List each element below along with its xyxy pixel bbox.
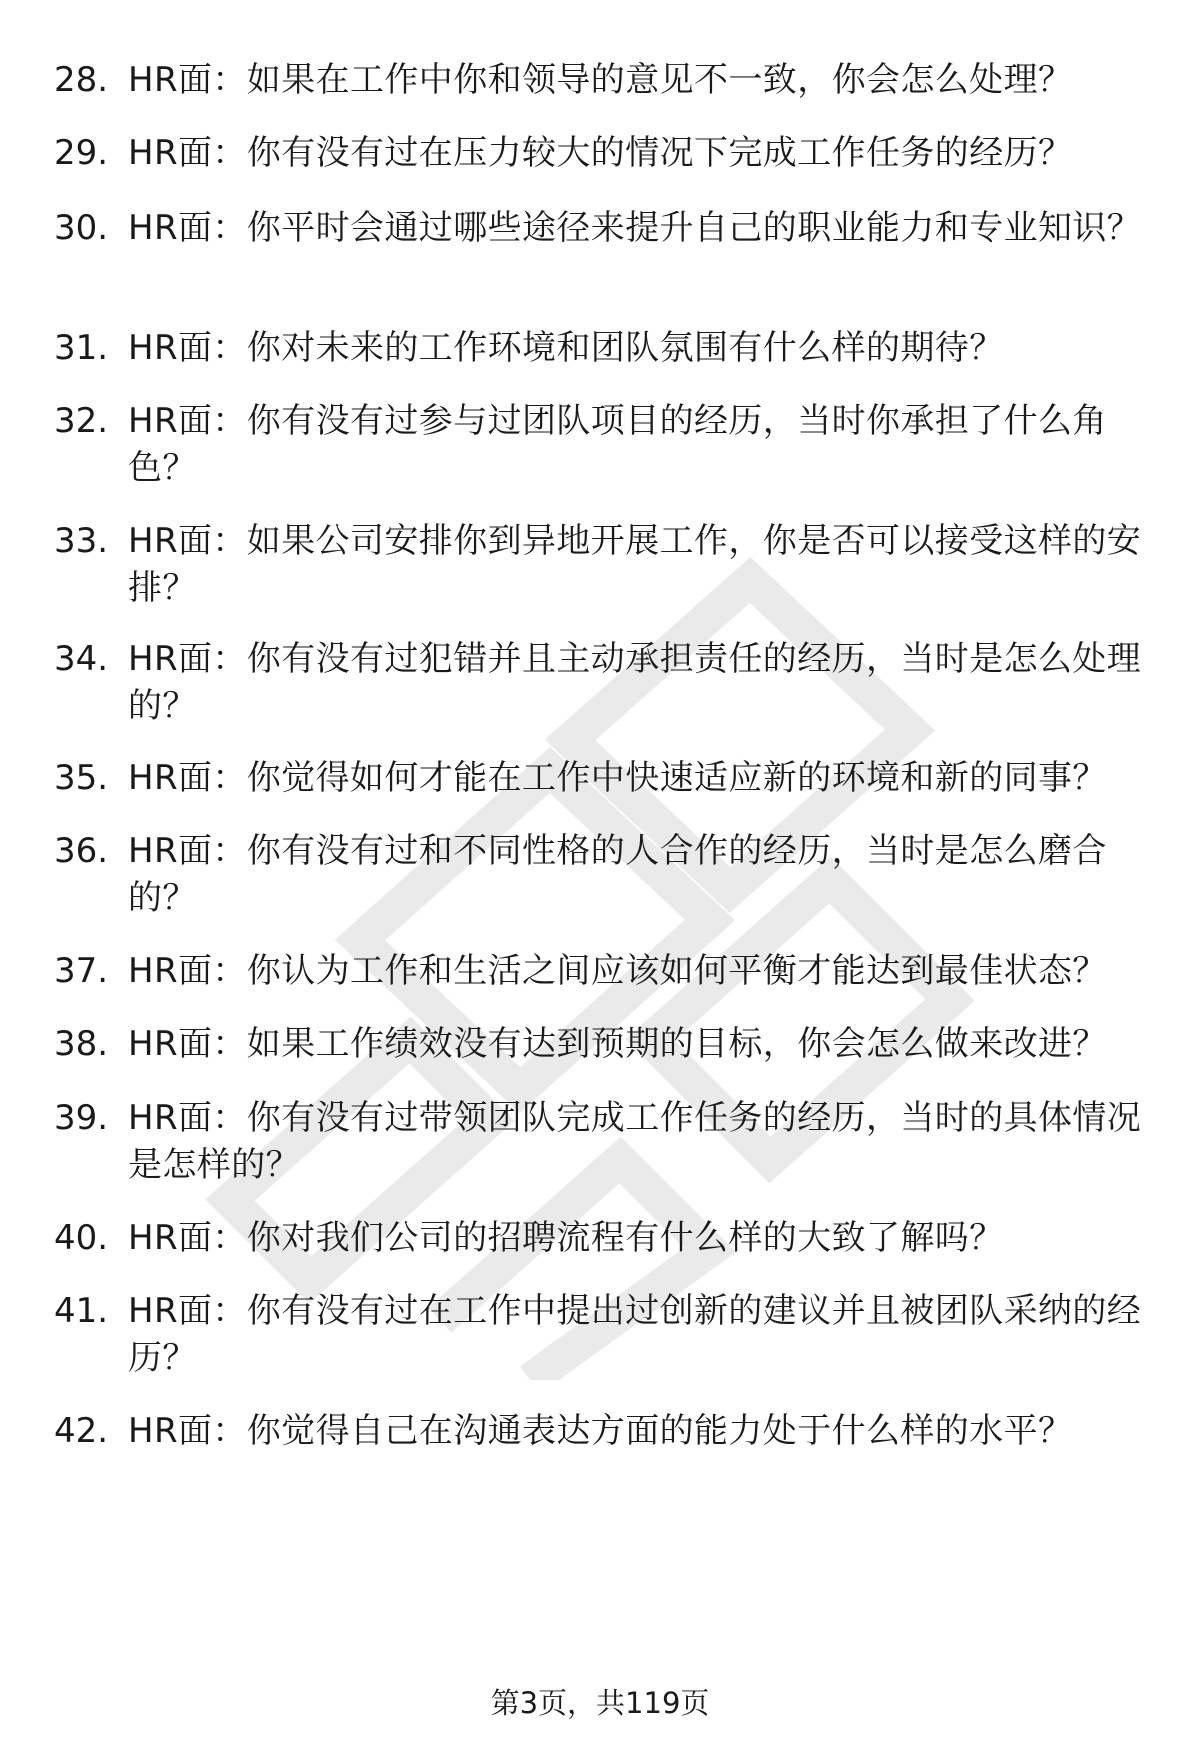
question-text: HR面：你对未来的工作环境和团队氛围有什么样的期待？ — [128, 328, 1004, 368]
question-text: HR面：你有没有过在压力较大的情况下完成工作任务的经历？ — [128, 133, 1073, 173]
question-number: 36. — [54, 831, 109, 871]
question-text: HR面：你认为工作和生活之间应该如何平衡才能达到最佳状态？ — [128, 951, 1107, 991]
question-number: 39. — [54, 1098, 109, 1138]
question-text: HR面：你平时会通过哪些途径来提升自己的职业能力和专业知识？ — [128, 208, 1142, 248]
question-text: HR面：你有没有过带领团队完成工作任务的经历，当时的具体情况是怎样的？ — [128, 1098, 1142, 1185]
question-number: 30. — [54, 208, 109, 248]
question-text: HR面：你觉得如何才能在工作中快速适应新的环境和新的同事？ — [128, 758, 1107, 798]
page-footer: 第3页，共119页 — [490, 1686, 710, 1720]
question-number: 33. — [54, 521, 109, 561]
question-number: 40. — [54, 1218, 109, 1258]
question-number: 35. — [54, 758, 109, 798]
question-text: HR面：你觉得自己在沟通表达方面的能力处于什么样的水平？ — [128, 1411, 1073, 1451]
question-number: 34. — [54, 639, 109, 679]
question-number: 38. — [54, 1024, 109, 1064]
question-text: HR面：如果工作绩效没有达到预期的目标，你会怎么做来改进？ — [128, 1024, 1107, 1064]
question-number: 29. — [54, 133, 109, 173]
question-number: 32. — [54, 401, 109, 441]
question-number: 28. — [54, 60, 109, 100]
question-text: HR面：你有没有过犯错并且主动承担责任的经历，当时是怎么处理的？ — [128, 639, 1142, 726]
question-text: HR面：你有没有过参与过团队项目的经历，当时你承担了什么角色？ — [128, 401, 1107, 488]
question-text: HR面：如果公司安排你到异地开展工作，你是否可以接受这样的安排？ — [128, 521, 1142, 608]
question-text: HR面：你有没有过在工作中提出过创新的建议并且被团队采纳的经历？ — [128, 1291, 1142, 1378]
question-number: 31. — [54, 328, 109, 368]
question-number: 42. — [54, 1411, 109, 1451]
question-number: 37. — [54, 951, 109, 991]
question-text: HR面：如果在工作中你和领导的意见不一致，你会怎么处理？ — [128, 60, 1073, 100]
question-number: 41. — [54, 1291, 109, 1331]
question-text: HR面：你有没有过和不同性格的人合作的经历，当时是怎么磨合的？ — [128, 831, 1107, 918]
question-text: HR面：你对我们公司的招聘流程有什么样的大致了解吗？ — [128, 1218, 1004, 1258]
